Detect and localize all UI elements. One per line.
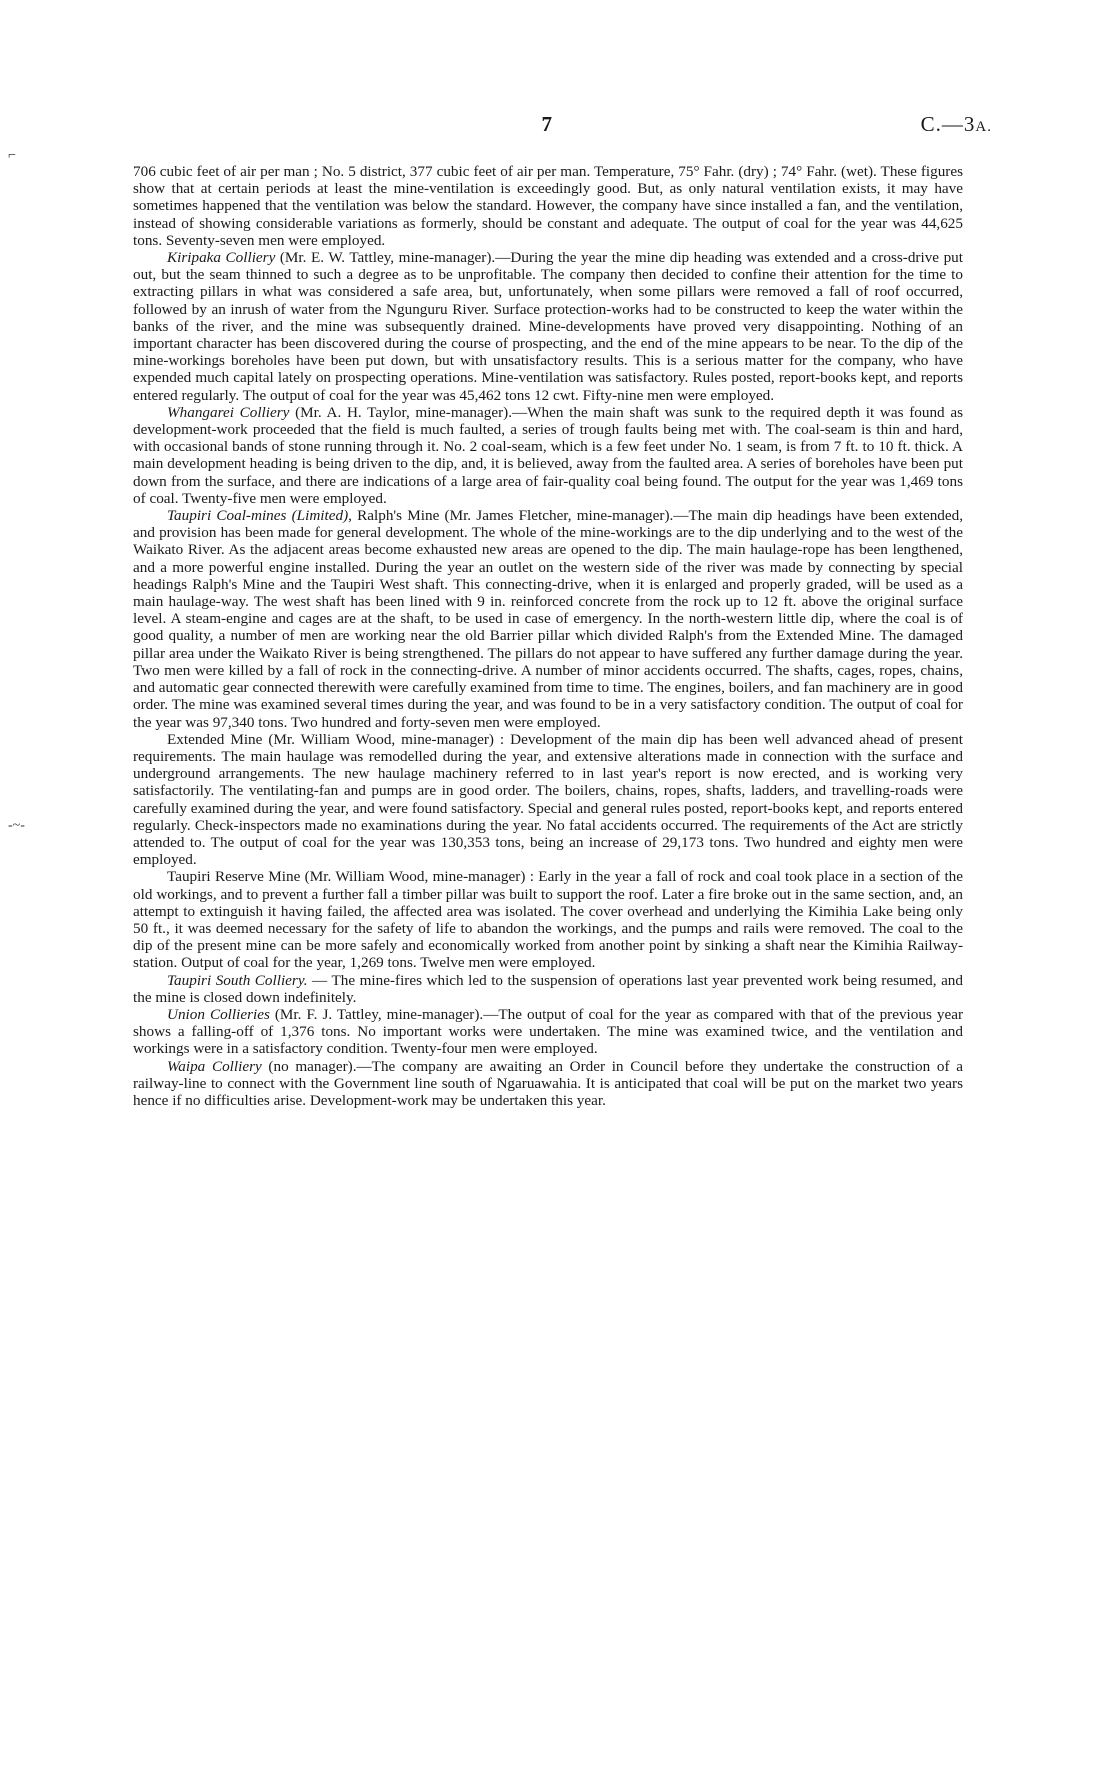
paragraph-taupiri-south-colliery	[133, 972, 963, 1006]
paragraph-text: , Ralph's Mine (Mr. James Fletcher, mine-manager).—The main dip headings have been extended, and provision has been made for general development. The whole of the mine-workings are to the dip underlying and to the west of the Waikato River. As the adjacent areas become exhausted new areas are opened to the dip. The main haulage-rope has been lengthened, and a more powerful engine installed. During the year an outlet on the western side of the river was made by connecting by special headings Ralph's Mine and the Taupiri West shaft. This connecting-drive, when it is enlarged and properly graded, will be used as a main haulage-way. The west shaft has been lined with 9 in. reinforced concrete from the rock up to 12 ft. above the original surface level. A steam-engine and cages are at the shaft, to be used in case of emergency. In the north-western little dip, where the coal is of good quality, a number of men are working near the old Barrier pillar which divided Ralph's from the Extended Mine. The damaged pillar area under the Waikato River is being strengthened. The pillars do not appear to have suffered any further damage during the year. Two men were killed by a fall of rock in the connecting-drive. A number of minor accidents occurred. The shafts, cages, ropes, chains, and automatic gear connected therewith were carefully examined from time to time. The engines, boilers, and fan machinery are in good order. The mine was examined several times during the year, and was found to be in a very satisfactory condition. The output of coal for the year was 97,340 tons. Two hundred and forty-seven men were employed.	[133, 507, 964, 731]
colliery-name: Whangarei Colliery	[167, 403, 290, 421]
document-reference-main: C.—3	[920, 112, 976, 136]
paragraph-taupiri-coal-mines	[133, 507, 963, 731]
document-reference-suffix: A.	[975, 119, 992, 135]
paragraph-waipa-colliery	[133, 1058, 963, 1110]
page-number: 7	[541, 112, 553, 136]
paragraph-text: 706 cubic feet of air per man ; No. 5 district, 377 cubic feet of air per man. Temperature, 75° Fahr. (dry) ; 74° Fahr. (wet). These figures show that at certain periods at least the mine-ventilation is exceedingly good. But, as only natural ventilation exists, it may have sometimes happened that the ventilation was below the standard. However, the company have since installed a fan, and the ventilation, instead of showing considerable variations as formerly, should be constant and adequate. The output of coal for the year was 44,625 tons. Seventy-seven men were employed.	[133, 163, 963, 249]
document-reference	[921, 112, 992, 137]
colliery-name: Union Collieries	[167, 1005, 270, 1023]
paragraph-taupiri-reserve-mine	[133, 868, 963, 971]
paragraph-text: (Mr. A. H. Taylor, mine-manager).—When the main shaft was sunk to the required depth it was found as development-work proceeded that the field is much faulted, a series of trough faults being met with. The coal-seam is thin and hard, with occasional bands of stone running through it. No. 2 coal-seam, which is a few feet under No. 1 seam, is from 7 ft. to 10 ft. thick. A main development heading is being driven to the dip, and, it is believed, away from the faulted area. A series of boreholes have been put down from the surface, and there are indications of a large area of fair-quality coal being found. The output for the year was 1,469 tons of coal. Twenty-five men were employed.	[133, 403, 963, 507]
colliery-name: Waipa Colliery	[167, 1057, 262, 1075]
paragraph-text: — The mine-fires which led to the suspension of operations last year prevented work being resumed, and the mine is closed down indefinitely.	[133, 971, 963, 1006]
paragraph-union-collieries	[133, 1006, 963, 1058]
margin-mark: -~-	[8, 818, 25, 833]
paragraph-text: Taupiri Reserve Mine (Mr. William Wood, mine-manager) : Early in the year a fall of rock and coal took place in a section of the old workings, and to prevent a further fall a timber pillar was built to support the roof. Later a fire broke out in the same section, and, an attempt to extinguish it having failed, the affected area was isolated. The cover overhead and underlying the Kimihia Lake being only 50 ft., it was deemed necessary for the safety of life to abandon the workings, and the pumps and rails were removed. The coal to the dip of the present mine can be more safely and economically worked from another point by sinking a shaft near the Kimihia Railway-station. Output of coal for the year, 1,269 tons. Twelve men were employed.	[133, 868, 963, 972]
paragraph-text: (Mr. E. W. Tattley, mine-manager).—During the year the mine dip heading was extended and a cross-drive put out, but the seam thinned to such a degree as to be unprofitable. The company then decided to confine their attention for the time to extracting pillars in what was considered a safe area, but, unfortunately, when some pillars were removed a fall of roof occurred, followed by an inrush of water from the Ngunguru River. Surface protection-works had to be constructed to keep the water within the banks of the river, and the mine was subsequently drained. Mine-developments have proved very disappointing. Nothing of an important character has been discovered during the course of prospecting, and the end of the mine appears to be near. To the dip of the mine-workings boreholes have been put down, but with unsatisfactory results. This is a serious matter for the company, who have expended much capital lately on prospecting operations. Mine-ventilation was satisfactory. Rules posted, report-books kept, and reports entered regularly. The output of coal for the year was 45,462 tons 12 cwt. Fifty-nine men were employed.	[133, 249, 963, 404]
paragraph-text: Extended Mine (Mr. William Wood, mine-manager) : Development of the main dip has been well advanced ahead of present requirements. The main haulage was remodelled during the year, and extensive alterations made in connection with the surface and underground arrangements. The new haulage machinery referred to in last year's report is now erected, and is working very satisfactorily. The ventilating-fan and pumps are in good order. The boilers, chains, ropes, shafts, ladders, and travelling-roads were carefully examined during the year, and were found satisfactory. Special and general rules posted, report-books kept, and reports entered regularly. Check-inspectors made no examinations during the year. No fatal accidents occurred. The requirements of the Act are strictly attended to. The output of coal for the year was 130,353 tons, being an increase of 29,173 tons. Two hundred and eighty men were employed.	[133, 730, 963, 869]
paragraph-kiripaka-colliery	[133, 249, 963, 404]
paragraph-ventilation	[133, 163, 963, 249]
paragraph-text: (Mr. F. J. Tattley, mine-manager).—The output of coal for the year as compared with that of the previous year shows a falling-off of 1,376 tons. No important works were undertaken. The mine was examined twice, and the ventilation and workings were in a satisfactory condition. Twenty-four men were employed.	[133, 1005, 963, 1058]
report-body	[133, 163, 963, 1109]
paragraph-extended-mine	[133, 731, 963, 869]
paragraph-whangarei-colliery	[133, 404, 963, 507]
paragraph-text: (no manager).—The company are awaiting an Order in Council before they undertake the construction of a railway-line to connect with the Government line south of Ngaruawahia. It is anticipated that coal will be put on the market two years hence if no difficulties arise. Development-work may be undertaken this year.	[133, 1057, 963, 1109]
colliery-name: Taupiri Coal-mines (Limited)	[167, 507, 349, 525]
colliery-name: Taupiri South Colliery.	[167, 971, 308, 989]
margin-mark: ⌐	[8, 148, 16, 163]
colliery-name: Kiripaka Colliery	[167, 249, 276, 267]
page-header	[0, 112, 1114, 142]
